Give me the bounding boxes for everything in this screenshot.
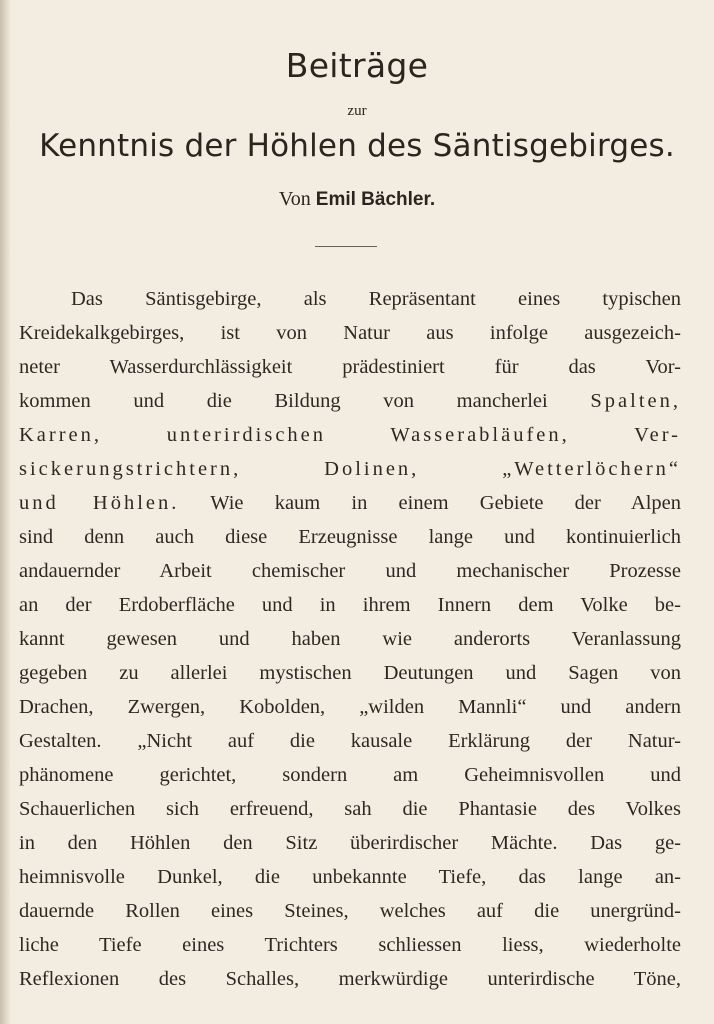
text-line: heimnisvolle Dunkel, die unbekannte Tiefe, das lange an- xyxy=(19,866,681,888)
article-body xyxy=(19,282,681,996)
author-name: Emil Bächler. xyxy=(315,189,436,210)
text-line: Das Säntisgebirge, als Repräsentant eines typischen xyxy=(71,288,681,310)
text-line: in den Höhlen den Sitz überirdischer Mächte. Das ge- xyxy=(19,832,681,854)
text-line: andauernder Arbeit chemischer und mechanischer Prozesse xyxy=(19,560,681,582)
article-title: Beiträge xyxy=(285,46,429,85)
text-line: und Höhlen. Wie kaum in einem Gebiete der Alpen xyxy=(19,492,681,514)
title-separator-rule xyxy=(315,246,377,247)
text-line: sind denn auch diese Erzeugnisse lange und kontinuierlich xyxy=(19,526,681,548)
text-line: liche Tiefe eines Trichters schliessen liess, wiederholte xyxy=(19,934,681,956)
text-line: dauernde Rollen eines Steines, welches auf die unergründ- xyxy=(19,900,681,922)
text-line: neter Wasserdurchlässigkeit prädestiniert für das Vor- xyxy=(19,356,681,378)
text-line: kannt gewesen und haben wie anderorts Veranlassung xyxy=(19,628,681,650)
title-connector: zur xyxy=(347,103,367,119)
text-line: phänomene gerichtet, sondern am Geheimnisvollen und xyxy=(19,764,681,786)
text-line: Reflexionen des Schalles, merkwürdige unterirdische Töne, xyxy=(19,968,681,990)
text-line: Karren, unterirdischen Wasserabläufen, Ver- xyxy=(19,424,681,446)
byline xyxy=(0,188,714,211)
text-line: an der Erdoberfläche und in ihrem Innern dem Volke be- xyxy=(19,594,681,616)
article-subtitle: Kenntnis der Höhlen des Säntisgebirges. xyxy=(39,128,675,164)
text-line: Drachen, Zwergen, Kobolden, „wilden Mannli“ und andern xyxy=(19,696,681,718)
text-line: sickerungstrichtern, Dolinen, „Wetterlöchern“ xyxy=(19,458,681,480)
text-line: gegeben zu allerlei mystischen Deutungen und Sagen von xyxy=(19,662,681,684)
text-line: Schauerlichen sich erfreuend, sah die Phantasie des Volkes xyxy=(19,798,681,820)
spaced-emphasis: Spalten, xyxy=(590,390,681,412)
spaced-emphasis: und Höhlen. xyxy=(19,492,180,514)
byline-prefix: Von xyxy=(278,188,311,210)
text-line: Gestalten. „Nicht auf die kausale Erklärung der Natur- xyxy=(19,730,681,752)
text-line: kommen und die Bildung von mancherlei Spalten, xyxy=(19,390,681,412)
text-line: Kreidekalkgebirges, ist von Natur aus infolge ausgezeich- xyxy=(19,322,681,344)
